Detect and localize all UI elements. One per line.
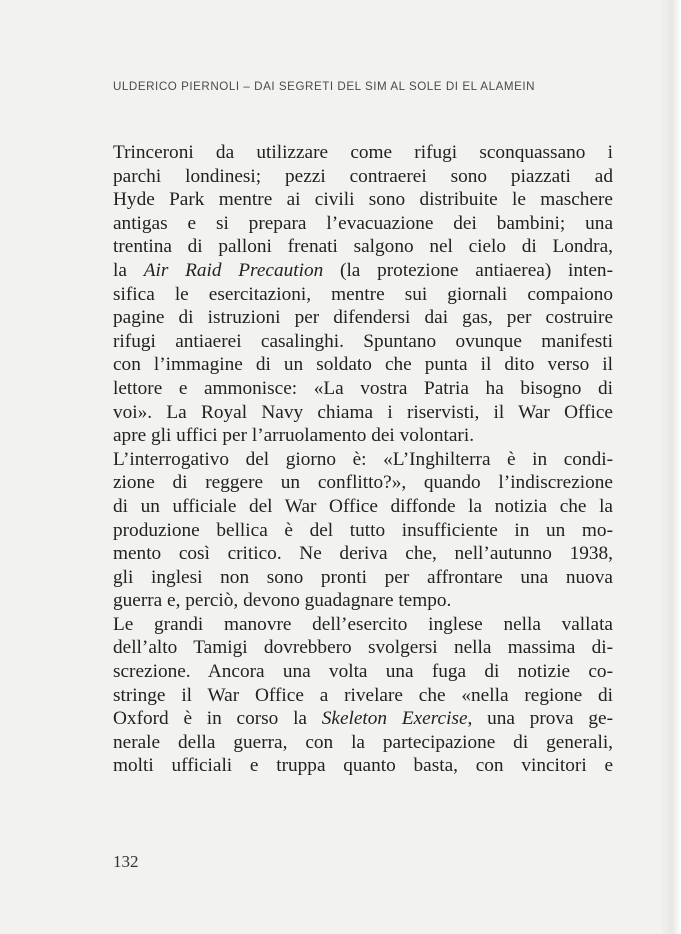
text-line <box>113 259 613 283</box>
page-edge-shadow <box>659 0 681 934</box>
text-line: trentina di palloni frenati salgono nel cielo di Londra, <box>113 236 613 258</box>
text-span: la <box>113 259 144 281</box>
text-line: guerra e, perciò, devono guadagnare tempo. <box>113 590 452 612</box>
text-line: Trinceroni da utilizzare come rifugi sconquassano i <box>113 142 613 163</box>
text-line: voi». La Royal Navy chiama i riservisti, il War Office <box>113 401 613 423</box>
page-number: 132 <box>113 852 139 871</box>
text-line: nerale della guerra, con la partecipazione di generali, <box>113 731 613 753</box>
text-line: screzione. Ancora una volta una fuga di notizie co- <box>113 661 613 683</box>
text-line: gli inglesi non sono pronti per affrontare una nuova <box>113 566 613 588</box>
text-line: dell’alto Tamigi dovrebbero svolgersi nella massima di- <box>113 637 613 659</box>
text-line: di un ufficiale del War Office diffonde la notizia che la <box>113 495 613 517</box>
text-line: apre gli uffici per l’arruolamento dei volontari. <box>113 425 475 447</box>
text-line: Hyde Park mentre ai civili sono distribuite le maschere <box>113 189 613 211</box>
text-line: molti ufficiali e truppa quanto basta, con vincitori e <box>113 755 613 777</box>
text-span: Oxford è in corso la <box>113 708 322 730</box>
text-line: L’interrogativo del giorno è: «L’Inghilterra è in condi- <box>113 448 613 470</box>
text-line: stringe il War Office a rivelare che «nella regione di <box>113 684 613 706</box>
italic-title: Air Raid Precaution <box>143 259 324 281</box>
text-line: mento così critico. Ne deriva che, nell’autunno 1938, <box>113 543 613 565</box>
text-line: produzione bellica è del tutto insufficiente in un mo- <box>113 519 613 541</box>
text-line: parchi londinesi; pezzi contraerei sono piazzati ad <box>113 165 613 187</box>
text-line: Le grandi manovre dell’esercito inglese nella vallata <box>113 613 613 635</box>
running-head: ULDERICO PIERNOLI – DAI SEGRETI DEL SIM AL SOLE DI EL ALAMEIN <box>113 80 536 93</box>
text-line: rifugi antiaerei casalinghi. Spuntano ovunque manifesti <box>113 330 613 352</box>
text-line: sifica le esercitazioni, mentre sui giornali compaiono <box>113 283 613 305</box>
text-span: , una prova ge- <box>467 708 613 730</box>
text-line: antigas e si prepara l’evacuazione dei bambini; una <box>113 212 613 234</box>
body-text <box>113 141 613 778</box>
text-span: (la protezione antiaerea) inten- <box>323 259 613 281</box>
text-line: pagine di istruzioni per difendersi dai gas, per costruire <box>113 307 613 329</box>
text-line: zione di reggere un conflitto?», quando l’indiscrezione <box>113 472 613 494</box>
text-line: con l’immagine di un soldato che punta il dito verso il <box>113 354 613 376</box>
text-line: lettore e ammonisce: «La vostra Patria ha bisogno di <box>113 377 613 399</box>
text-line <box>113 707 613 731</box>
italic-title: Skeleton Exercise <box>321 708 468 730</box>
